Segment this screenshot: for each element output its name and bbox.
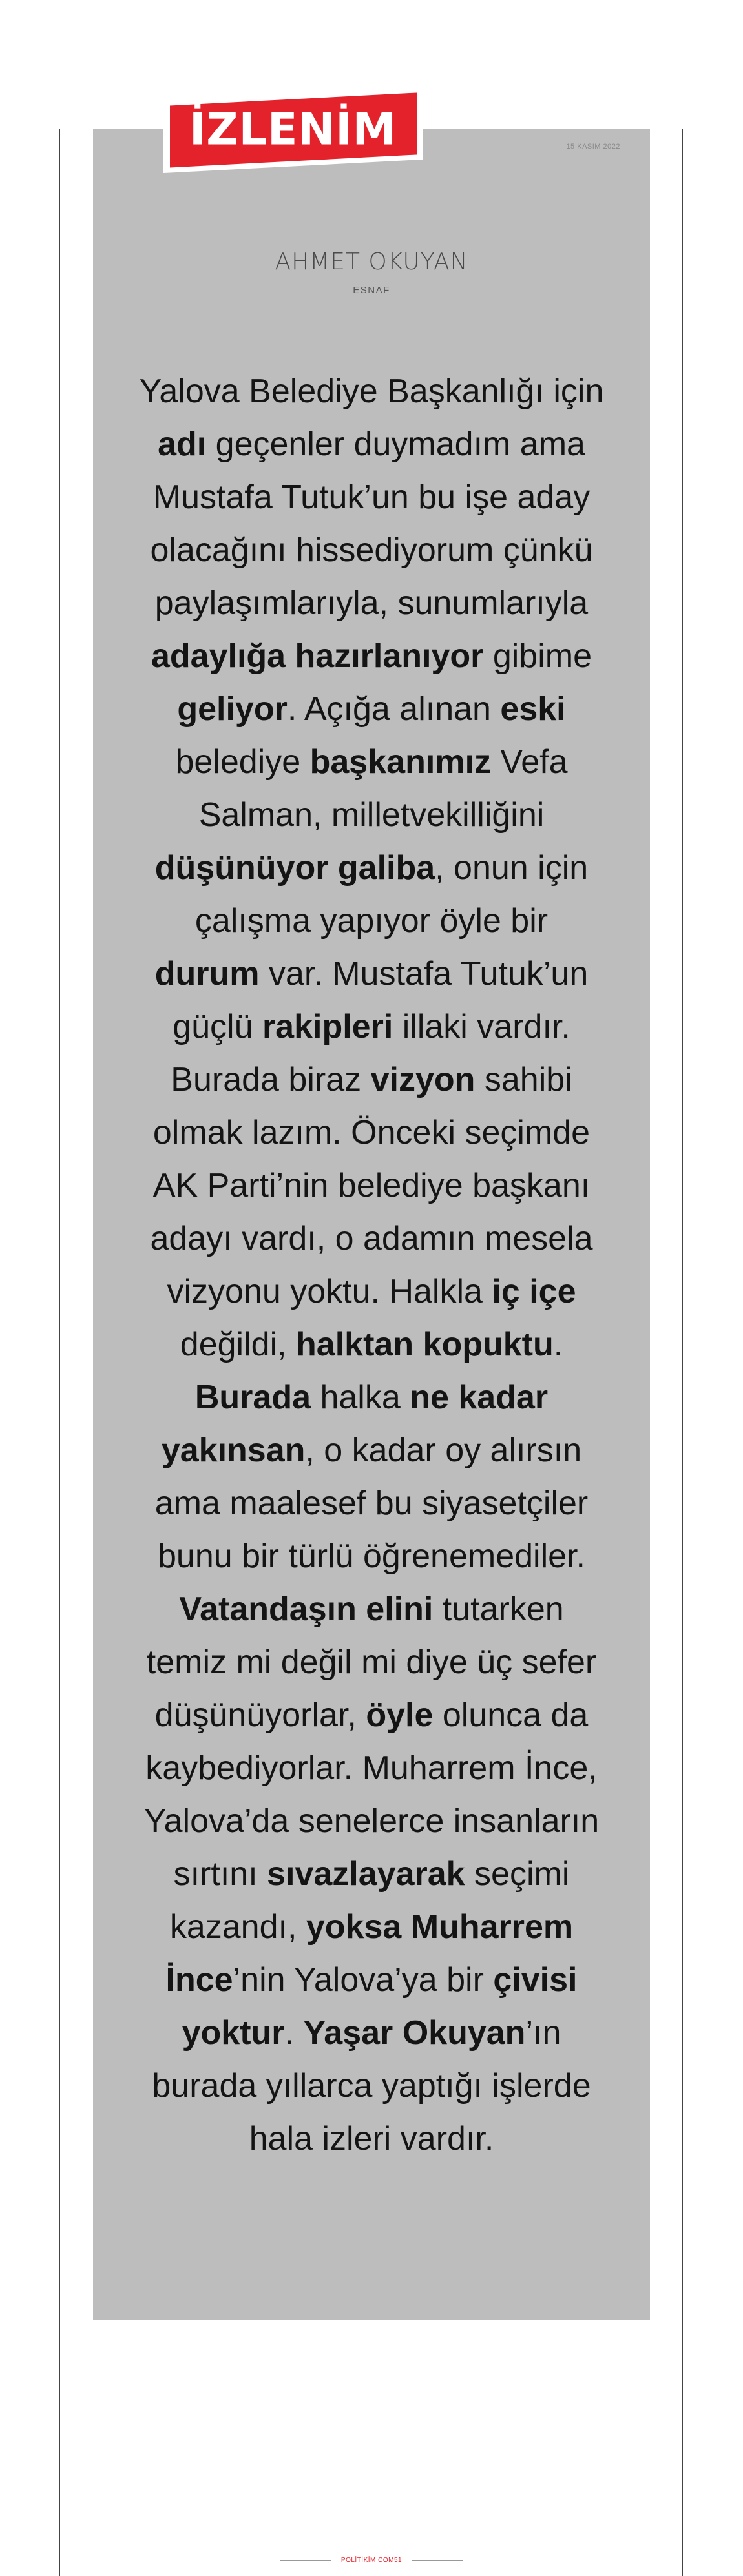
article-text: halka: [311, 1379, 410, 1416]
left-border-line: [59, 129, 60, 2576]
right-border-line: [682, 129, 683, 2576]
article-text: illaki vardır. Burada biraz: [171, 1008, 570, 1098]
article-emphasis: eski: [500, 690, 566, 728]
author-role: ESNAF: [353, 285, 390, 296]
article-emphasis: sıvazlayarak: [267, 1855, 465, 1893]
article-text: ’nin Yalova’ya bir: [233, 1961, 494, 1999]
article-text: .: [284, 2014, 304, 2052]
article-emphasis: düşünüyor galiba: [154, 849, 435, 887]
article-emphasis: durum: [154, 955, 260, 993]
date-label: 15 KASIM 2022: [566, 143, 620, 150]
footer: [0, 2557, 743, 2564]
article-text: olunca da kaybediyorlar. Muharrem İnce, Yalova’da senelerce insanların sırtını: [143, 1696, 600, 1893]
article-text: var. Mustafa Tutuk’un güçlü: [173, 955, 589, 1046]
article-emphasis: rakipleri: [262, 1008, 393, 1046]
article-text: sahibi olmak lazım. Önceki seçimde AK Parti’nin belediye başkanı adayı vardı, o adamın mesela vizyonu yoktu. Halkla: [150, 1061, 593, 1310]
article-emphasis: Vatandaşın elini: [179, 1591, 434, 1628]
author-name: AHMET OKUYAN: [275, 249, 468, 275]
article-emphasis: çivisi yoktur: [182, 1961, 578, 2052]
izlenim-logo: [163, 87, 423, 173]
article-text: tutarken temiz mi değil mi diye üç sefer düşünüyorlar,: [146, 1591, 597, 1734]
article-text: .: [553, 1326, 563, 1363]
article-text: geçenler duymadım ama Mustafa Tutuk’un bu işe aday olacağını hissediyorum çünkü paylaşımlarıyla, sunumlarıyla: [150, 426, 593, 622]
article-emphasis: Burada: [194, 1379, 311, 1416]
article-emphasis: adaylığa hazırlanıyor: [151, 637, 484, 675]
footer-label: POLİTİKİM COM51: [340, 2557, 403, 2564]
article-emphasis: ne kadar yakınsan: [161, 1379, 549, 1469]
article-emphasis: yoksa Muharrem İnce: [165, 1908, 574, 1999]
article-emphasis: öyle: [366, 1696, 434, 1734]
article-emphasis: Yaşar Okuyan: [303, 2014, 526, 2052]
article-text: , onun için çalışma yapıyor öyle bir: [194, 849, 589, 940]
article-emphasis: geliyor: [177, 690, 288, 728]
article-text: . Açığa alınan: [287, 690, 501, 728]
article-text: ’ın burada yıllarca yaptığı işlerde hala izleri vardır.: [152, 2014, 591, 2158]
footer-right-rule: [412, 2560, 463, 2561]
article-text: Vefa Salman, milletvekilliğini: [198, 743, 568, 834]
article-text: , o kadar oy alırsın ama maalesef bu siyasetçiler bunu bir türlü öğrenemediler.: [154, 1432, 589, 1575]
footer-left-rule: [280, 2560, 331, 2561]
article-emphasis: halktan kopuktu: [296, 1326, 554, 1363]
logo-red-box: [170, 92, 417, 167]
article-text: belediye: [175, 743, 310, 781]
article-emphasis: iç içe: [492, 1273, 576, 1310]
article-body: [138, 365, 605, 2165]
article-emphasis: adı: [158, 426, 207, 463]
article-emphasis: vizyon: [370, 1061, 476, 1098]
article-text: Yalova Belediye Başkanlığı için: [139, 373, 604, 410]
article-text: değildi,: [180, 1326, 297, 1363]
article-emphasis: başkanımız: [309, 743, 491, 781]
article-text: gibime: [483, 637, 592, 675]
article-text: seçimi kazandı,: [169, 1855, 570, 1946]
logo-text: İZLENİM: [189, 104, 397, 156]
